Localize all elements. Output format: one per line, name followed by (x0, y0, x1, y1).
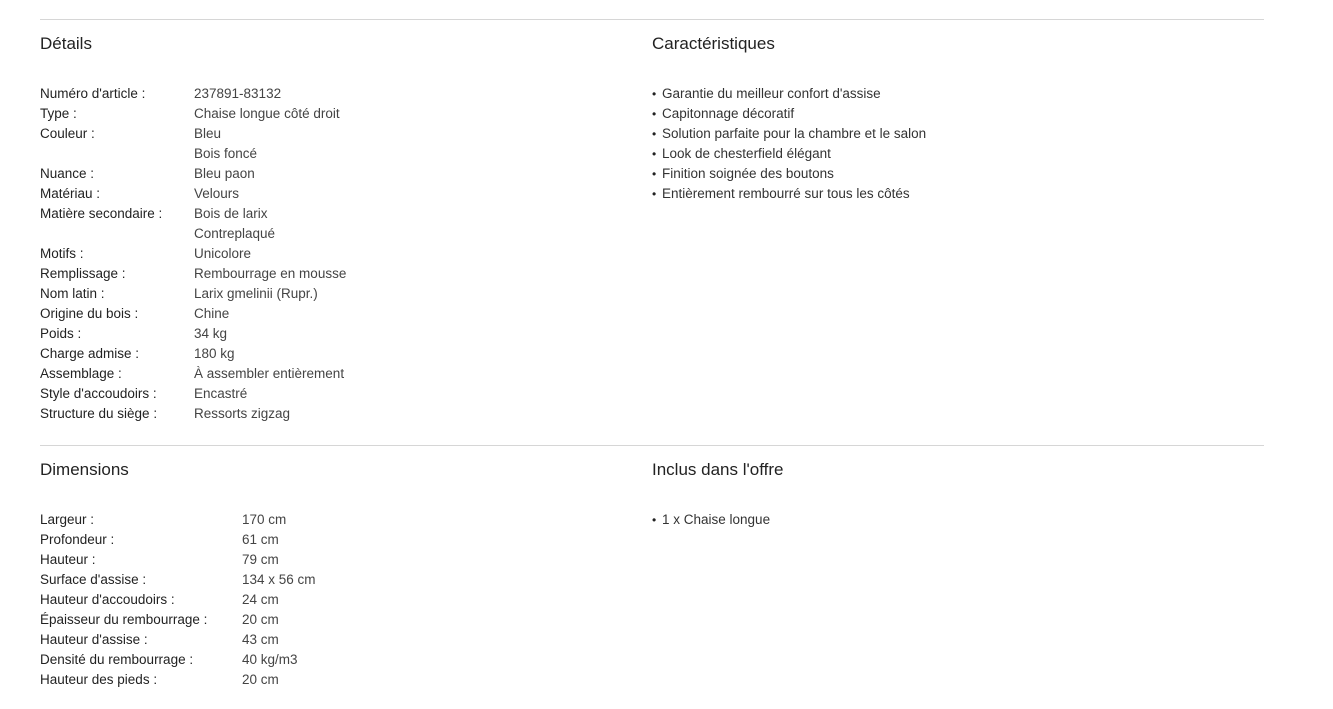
spec-value: 79 cm (242, 552, 279, 567)
bullet-icon: • (652, 147, 657, 161)
spec-label: Hauteur des pieds : (40, 672, 158, 687)
list-item-text: Look de chesterfield élégant (662, 146, 831, 161)
features-list (652, 84, 926, 204)
spec-label: Largeur : (40, 512, 95, 527)
spec-label: Numéro d'article : (40, 86, 146, 101)
list-item-text: Garantie du meilleur confort d'assise (662, 86, 881, 101)
list-item (652, 104, 926, 124)
spec-row (40, 404, 346, 424)
bullet-icon: • (652, 187, 657, 201)
spec-row (40, 84, 346, 104)
list-item (652, 164, 926, 184)
spec-label: Couleur : (40, 126, 95, 141)
top-divider (40, 19, 1264, 20)
spec-value: Bois de larix (194, 206, 268, 221)
spec-value: Larix gmelinii (Rupr.) (194, 286, 318, 301)
spec-label: Nom latin : (40, 286, 105, 301)
spec-value: Velours (194, 186, 240, 201)
spec-row (40, 184, 346, 204)
spec-row (40, 124, 346, 144)
spec-value: Chine (194, 306, 230, 321)
bullet-icon: • (652, 513, 657, 527)
spec-value: Chaise longue côté droit (194, 106, 340, 121)
spec-value: 34 kg (194, 326, 228, 341)
spec-label (40, 224, 194, 244)
list-item (652, 124, 926, 144)
bullet-icon: • (652, 127, 657, 141)
spec-label: Style d'accoudoirs : (40, 386, 157, 401)
list-item-text: 1 x Chaise longue (662, 512, 771, 527)
spec-row (40, 104, 346, 124)
spec-value: 40 kg/m3 (242, 652, 298, 667)
features-title: Caractéristiques (652, 34, 775, 53)
spec-value: Bleu paon (194, 166, 255, 181)
spec-label: Épaisseur du rembourrage : (40, 612, 208, 627)
spec-label: Matière secondaire : (40, 206, 163, 221)
included-title: Inclus dans l'offre (652, 460, 784, 479)
spec-label: Type : (40, 106, 77, 121)
spec-label: Remplissage : (40, 266, 126, 281)
list-item (652, 510, 770, 530)
spec-label: Charge admise : (40, 346, 140, 361)
spec-value: Bois foncé (194, 146, 258, 161)
bullet-icon: • (652, 107, 657, 121)
spec-value: Rembourrage en mousse (194, 266, 347, 281)
spec-label: Hauteur d'assise : (40, 632, 148, 647)
spec-value: Ressorts zigzag (194, 406, 291, 421)
spec-value: 134 x 56 cm (242, 572, 316, 587)
spec-value: Unicolore (194, 246, 252, 261)
spec-value: À assembler entièrement (194, 366, 345, 381)
spec-row (40, 144, 346, 164)
spec-label (40, 144, 194, 164)
spec-label: Origine du bois : (40, 306, 139, 321)
spec-value: 20 cm (242, 612, 279, 627)
spec-value: 61 cm (242, 532, 279, 547)
spec-label: Hauteur : (40, 552, 96, 567)
details-table (40, 84, 346, 424)
spec-value: 24 cm (242, 592, 279, 607)
spec-row (40, 244, 346, 264)
bullet-icon: • (652, 87, 657, 101)
spec-row (40, 204, 346, 224)
spec-row (40, 324, 346, 344)
spec-value: Encastré (194, 386, 248, 401)
spec-row (40, 224, 346, 244)
list-item (652, 184, 926, 204)
spec-row (40, 630, 316, 650)
spec-row (40, 610, 316, 630)
list-item-text: Solution parfaite pour la chambre et le salon (662, 126, 927, 141)
spec-label: Structure du siège : (40, 406, 158, 421)
middle-divider (40, 445, 1264, 446)
spec-label: Poids : (40, 326, 82, 341)
spec-row (40, 344, 346, 364)
spec-label: Motifs : (40, 246, 84, 261)
spec-row (40, 510, 316, 530)
spec-row (40, 590, 316, 610)
spec-row (40, 570, 316, 590)
spec-row (40, 384, 346, 404)
dimensions-title: Dimensions (40, 460, 129, 479)
spec-value: 43 cm (242, 632, 279, 647)
spec-value: 180 kg (194, 346, 235, 361)
spec-row (40, 364, 346, 384)
spec-row (40, 670, 316, 690)
spec-label: Densité du rembourrage : (40, 652, 194, 667)
spec-row (40, 304, 346, 324)
bullet-icon: • (652, 167, 657, 181)
list-item-text: Capitonnage décoratif (662, 106, 795, 121)
details-title: Détails (40, 34, 92, 53)
spec-row (40, 264, 346, 284)
list-item-text: Entièrement rembourré sur tous les côtés (662, 186, 910, 201)
spec-row (40, 650, 316, 670)
spec-value: 20 cm (242, 672, 279, 687)
spec-value: 237891-83132 (194, 86, 282, 101)
included-list (652, 510, 770, 530)
spec-label: Profondeur : (40, 532, 115, 547)
list-item (652, 84, 926, 104)
spec-label: Assemblage : (40, 366, 122, 381)
spec-value: 170 cm (242, 512, 287, 527)
spec-row (40, 530, 316, 550)
list-item (652, 144, 926, 164)
spec-row (40, 164, 346, 184)
list-item-text: Finition soignée des boutons (662, 166, 834, 181)
spec-row (40, 284, 346, 304)
dimensions-table (40, 510, 316, 690)
spec-label: Surface d'assise : (40, 572, 147, 587)
spec-label: Hauteur d'accoudoirs : (40, 592, 175, 607)
spec-value: Bleu (194, 126, 222, 141)
spec-value: Contreplaqué (194, 226, 276, 241)
spec-label: Matériau : (40, 186, 101, 201)
spec-label: Nuance : (40, 166, 95, 181)
spec-row (40, 550, 316, 570)
